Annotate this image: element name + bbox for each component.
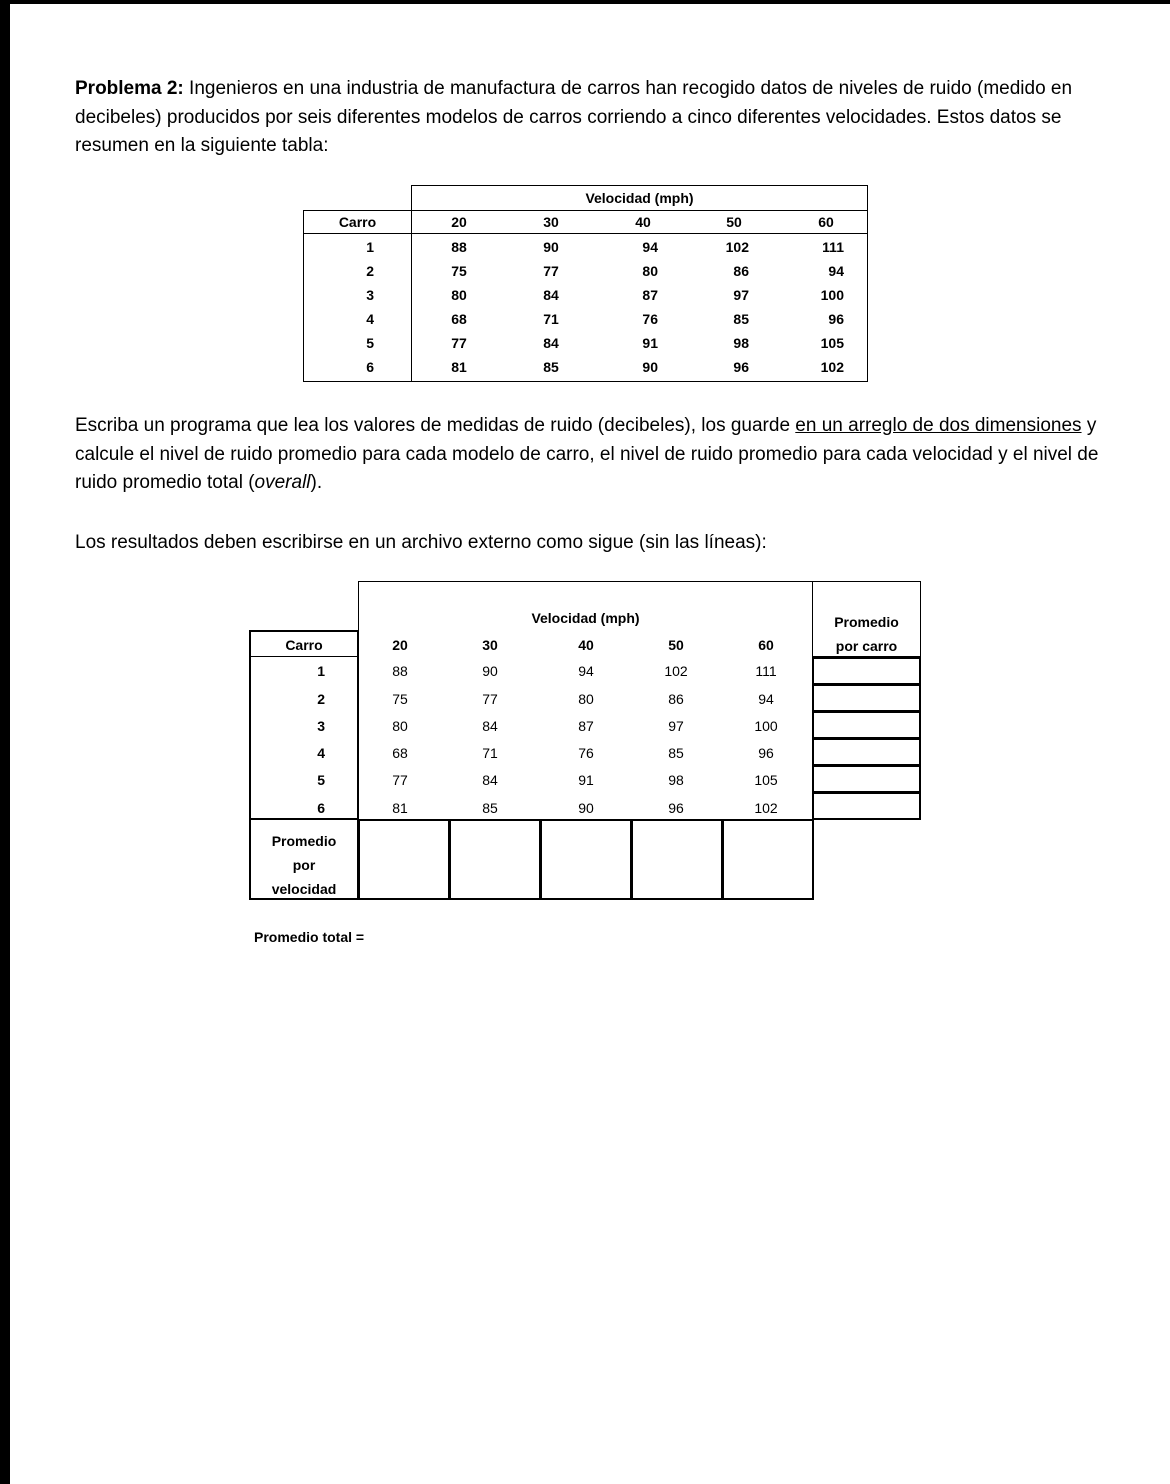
table2-speed-header: 40 <box>578 637 594 653</box>
table1-carro: 2 <box>366 263 374 279</box>
table2-cell: 91 <box>578 772 594 788</box>
problem-intro: Ingenieros en una industria de manufactura de carros han recogido datos de niveles de ruido (medido en decibeles) producidos por seis diferentes modelos de carros corriendo a cinco diferentes velocidades. Estos datos se resumen en la siguiente tabla: <box>75 78 1073 156</box>
table1-cell: 80 <box>642 263 658 279</box>
table2-cell: 88 <box>392 663 408 679</box>
table1-speed-header: 20 <box>451 214 467 230</box>
table1-cell: 105 <box>820 335 844 351</box>
instructions-part3: ). <box>310 472 323 493</box>
table2-avg-car-header-2: por carro <box>835 638 898 654</box>
table2-cell: 76 <box>578 745 594 761</box>
table2-avg-speed-cell <box>540 819 632 900</box>
table1-header-divider <box>304 233 867 234</box>
instructions-part2: y calcule el nivel de ruido promedio para cada modelo de carro, el nivel de ruido promedio para cada velocidad y el nivel de ruido promedio total ( <box>75 415 1099 493</box>
table2-carro-avg-divider <box>249 818 359 820</box>
table1-cell: 84 <box>543 335 559 351</box>
table2-avg-speed-label-1: Promedio <box>271 833 337 849</box>
table1-cell: 102 <box>725 239 749 255</box>
table1-cell: 85 <box>543 359 559 375</box>
table2-row-header: Carro <box>285 637 323 653</box>
table1-cell: 71 <box>543 311 559 327</box>
table2-cell: 96 <box>668 800 684 816</box>
table1-speed-header: 50 <box>726 214 742 230</box>
table2-cell: 85 <box>668 745 684 761</box>
table2-carro-header-divider <box>249 656 359 657</box>
table1-carro: 6 <box>366 359 374 375</box>
table2-cell: 77 <box>392 772 408 788</box>
table2-group-header: Velocidad (mph) <box>531 610 640 626</box>
instructions-italic: overall <box>254 472 311 493</box>
table2-carro: 4 <box>317 745 325 761</box>
table2-avg-car-cell <box>812 684 921 712</box>
table1-cell: 97 <box>733 287 749 303</box>
table2-cell: 105 <box>754 772 778 788</box>
table1-row-header: Carro <box>338 214 377 230</box>
table2-cell: 111 <box>755 663 777 679</box>
table1-carro: 1 <box>366 239 374 255</box>
table2-cell: 68 <box>392 745 408 761</box>
table2-avg-speed-cell <box>631 819 723 900</box>
table2-avg-car-cell <box>812 711 921 739</box>
table1-cell: 76 <box>642 311 658 327</box>
table2-cell: 97 <box>668 718 684 734</box>
table2-cell: 84 <box>482 718 498 734</box>
instructions-underlined: en un arreglo de dos dimensiones <box>795 415 1082 436</box>
table2-cell: 80 <box>392 718 408 734</box>
table2-cell: 80 <box>578 691 594 707</box>
output-note: Los resultados deben escribirse en un archivo externo como sigue (sin las líneas): <box>75 532 767 553</box>
table2-avg-car-header-1: Promedio <box>834 614 899 630</box>
table2-avg-speed-cell <box>358 819 450 900</box>
table1-carro: 5 <box>366 335 374 351</box>
table1-cell: 96 <box>828 311 844 327</box>
table1-cell: 111 <box>822 239 844 255</box>
table1-carro: 3 <box>366 287 374 303</box>
table1-cell: 96 <box>733 359 749 375</box>
table1-cell: 84 <box>543 287 559 303</box>
table2-avg-speed-cell <box>722 819 814 900</box>
instructions-part1: Escriba un programa que lea los valores de medidas de ruido (decibeles), los guarde <box>75 415 796 436</box>
table2-avg-speed-label-3: velocidad <box>271 881 337 897</box>
table2-cell: 71 <box>482 745 498 761</box>
table2-avg-car-cell <box>812 738 921 766</box>
problem-label: Problema 2: <box>75 78 184 99</box>
table2-cell: 100 <box>754 718 778 734</box>
table1-carro: 4 <box>366 311 374 327</box>
table2-carro: 1 <box>317 663 325 679</box>
table1-speed-header: 60 <box>818 214 834 230</box>
table2-cell: 90 <box>578 800 594 816</box>
table2-speed-header: 30 <box>482 637 498 653</box>
table2-cell: 102 <box>754 800 778 816</box>
table2-cell: 87 <box>578 718 594 734</box>
table2-cell: 85 <box>482 800 498 816</box>
table1-cell: 94 <box>642 239 658 255</box>
table2-cell: 94 <box>578 663 594 679</box>
table2-avg-car-cell <box>812 792 921 820</box>
table1-cell: 100 <box>820 287 844 303</box>
table2-cell: 84 <box>482 772 498 788</box>
table1-cell: 98 <box>733 335 749 351</box>
table1-cell: 77 <box>451 335 467 351</box>
table2-avg-speed-label-2: por <box>292 857 316 873</box>
table1-cell: 88 <box>451 239 467 255</box>
table1-cell: 75 <box>451 263 467 279</box>
problem-statement <box>75 75 1105 161</box>
table2-speed-header: 50 <box>668 637 684 653</box>
table2-cell: 94 <box>758 691 774 707</box>
table2-cell: 98 <box>668 772 684 788</box>
instructions <box>75 412 1105 498</box>
table2-carro: 3 <box>317 718 325 734</box>
table1-cell: 86 <box>733 263 749 279</box>
table2-cell: 77 <box>482 691 498 707</box>
table1-cell: 87 <box>642 287 658 303</box>
table1-cell: 94 <box>828 263 844 279</box>
table2-cell: 75 <box>392 691 408 707</box>
table2-avg-speed-cell <box>449 819 541 900</box>
table2-cell: 90 <box>482 663 498 679</box>
table2-cell: 96 <box>758 745 774 761</box>
table1-cell: 90 <box>543 239 559 255</box>
promedio-total-label: Promedio total = <box>254 929 365 945</box>
document-page <box>10 4 1170 1484</box>
table1-speed-header: 30 <box>543 214 559 230</box>
table1-cell: 80 <box>451 287 467 303</box>
table1-cell: 81 <box>451 359 467 375</box>
table1-group-header-box <box>411 185 868 210</box>
table1-cell: 85 <box>733 311 749 327</box>
table2-avg-car-cell <box>812 657 921 685</box>
table2-cell: 86 <box>668 691 684 707</box>
table2-speed-header: 60 <box>758 637 774 653</box>
table2-cell: 81 <box>392 800 408 816</box>
table1 <box>303 210 868 382</box>
table1-cell: 68 <box>451 311 467 327</box>
table2-carro: 5 <box>317 772 325 788</box>
table1-cell: 90 <box>642 359 658 375</box>
table2-avg-car-cell <box>812 765 921 793</box>
table2-speed-header: 20 <box>392 637 408 653</box>
table2-carro: 6 <box>317 800 325 816</box>
table1-group-header: Velocidad (mph) <box>585 190 694 206</box>
table1-speed-header: 40 <box>635 214 651 230</box>
table1-cell: 91 <box>642 335 658 351</box>
table2-cell: 102 <box>664 663 688 679</box>
table1-cell: 102 <box>820 359 844 375</box>
table1-cell: 77 <box>543 263 559 279</box>
table2-carro: 2 <box>317 691 325 707</box>
